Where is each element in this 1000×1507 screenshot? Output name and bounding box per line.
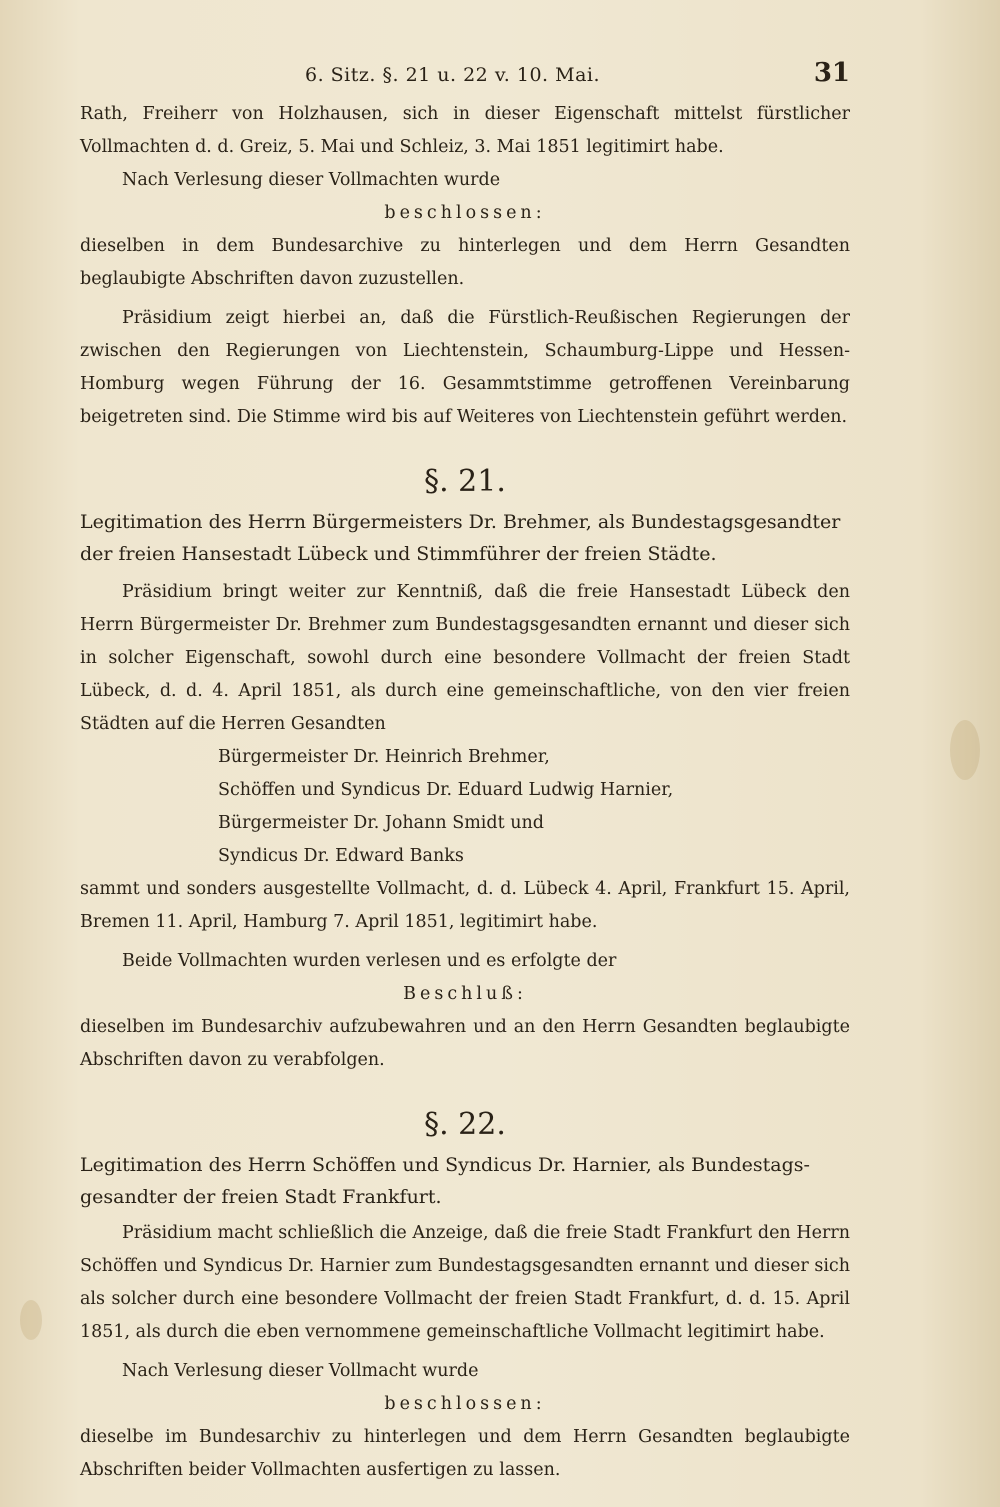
- section-21-paragraph-1: Präsidium bringt weiter zur Kenntniß, daß die freie Hansestadt Lübeck den Herrn Bürgermeister Dr. Brehmer zum Bundestagsgesandten ernannt und dieser sich in solcher Eigenschaft, sowohl durch eine besondere Vollmacht der freien Stadt Lübeck, d. d. 4. April 1851, als durch eine gemeinschaftliche, von den vier freien Städten auf die Herren Gesandten: [80, 582, 850, 734]
- running-head: 6. Sitz. §. 21 u. 22 v. 10. Mai.: [305, 64, 601, 86]
- section-21-paragraph-2: sammt und sonders ausgestellte Vollmacht, d. d. Lübeck 4. April, Frankfurt 15. April, Bremen 11. April, Hamburg 7. April 1851, legitimirt habe.: [80, 879, 850, 932]
- section-22-title-line-1: Legitimation des Herrn Schöffen und Syndicus Dr. Harnier, als Bundestags-: [80, 1154, 810, 1176]
- section-21-paragraph-5: dieselben im Bundesarchiv aufzubewahren und an den Herrn Gesandten beglaubigte Abschriften davon zu verabfolgen.: [80, 1017, 850, 1070]
- decision-heading: Beschluß:: [403, 984, 527, 1004]
- section-21-title-line-1: Legitimation des Herrn Bürgermeisters Dr. Brehmer, als Bundestagsgesandter: [80, 511, 841, 533]
- section-22-heading: §. 22.: [424, 1107, 506, 1142]
- page-number: 31: [813, 58, 850, 88]
- delegates-list: [80, 741, 850, 873]
- section-21-paragraph-3: Beide Vollmachten wurden verlesen und es erfolgte der: [122, 951, 617, 971]
- section-21-title: [80, 506, 850, 570]
- intro-paragraph-1: Rath, Freiherr von Holzhausen, sich in dieser Eigenschaft mittelst fürstlicher Vollmachten d. d. Greiz, 5. Mai und Schleiz, 3. Mai 1851 legitimirt habe.: [80, 104, 850, 157]
- paper-stain: [20, 1300, 42, 1340]
- delegate-name: Bürgermeister Dr. Johann Smidt und: [218, 813, 544, 833]
- resolution-heading: beschlossen:: [384, 1394, 546, 1414]
- intro-paragraph-5: Präsidium zeigt hierbei an, daß die Fürstlich-Reußischen Regierungen der zwischen den Regierungen von Liechtenstein, Schaumburg-Lippe und Hessen-Homburg wegen Führung der 16. Gesammtstimme getroffenen Vereinbarung beigetreten sind. Die Stimme wird bis auf Weiteres von Liechtenstein geführt werden.: [80, 308, 850, 427]
- delegate-name: Schöffen und Syndicus Dr. Eduard Ludwig Harnier,: [218, 780, 674, 800]
- section-22-paragraph-1: Präsidium macht schließlich die Anzeige, daß die freie Stadt Frankfurt den Herrn Schöffen und Syndicus Dr. Harnier zum Bundestagsgesandten ernannt und dieser sich als solcher durch eine besondere Vollmacht der freien Stadt Frankfurt, d. d. 15. April 1851, als durch die eben vernommene gemeinschaftliche Vollmacht legitimirt habe.: [80, 1223, 850, 1342]
- page-body: [80, 98, 850, 1487]
- resolution-heading: beschlossen:: [384, 203, 546, 223]
- section-22-title: [80, 1149, 850, 1213]
- delegate-name: Bürgermeister Dr. Heinrich Brehmer,: [218, 747, 550, 767]
- delegate-name: Syndicus Dr. Edward Banks: [218, 846, 464, 866]
- section-21-title-line-2: der freien Hansestadt Lübeck und Stimmführer der freien Städte.: [80, 543, 717, 565]
- intro-paragraph-2: Nach Verlesung dieser Vollmachten wurde: [122, 170, 501, 190]
- section-22-title-line-2: gesandter der freien Stadt Frankfurt.: [80, 1186, 442, 1208]
- section-21-heading: §. 21.: [424, 464, 506, 499]
- section-22-paragraph-2: Nach Verlesung dieser Vollmacht wurde: [122, 1361, 479, 1381]
- paper-stain: [950, 720, 980, 780]
- section-22-paragraph-4: dieselbe im Bundesarchiv zu hinterlegen und dem Herrn Gesandten beglaubigte Abschriften beider Vollmachten ausfertigen zu lassen.: [80, 1427, 850, 1480]
- intro-paragraph-4: dieselben in dem Bundesarchive zu hinterlegen und dem Herrn Gesandten beglaubigte Abschriften davon zuzustellen.: [80, 236, 850, 289]
- page-header: [80, 58, 850, 94]
